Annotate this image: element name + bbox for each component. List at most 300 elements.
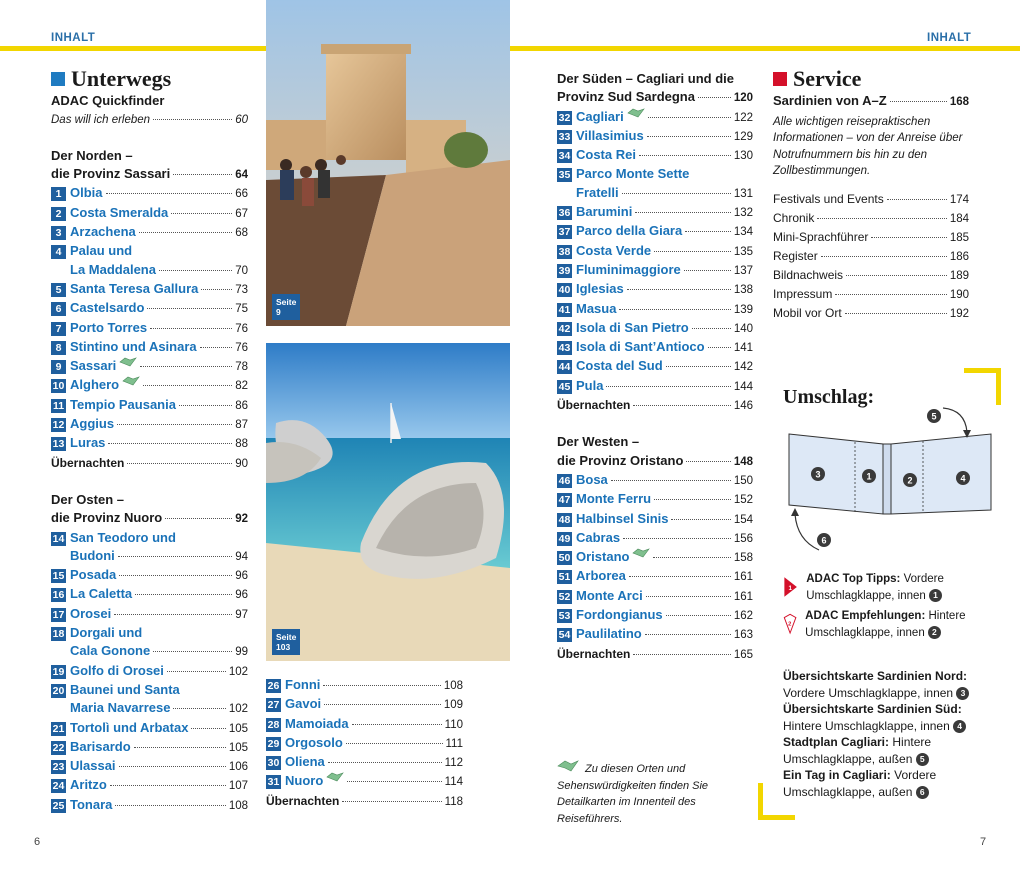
entry-name: Dorgali und <box>70 625 143 641</box>
entry-name: Monte Arci <box>576 587 643 603</box>
toc-entry[interactable] <box>557 625 753 644</box>
entry-number-badge: 39 <box>558 264 571 277</box>
entry-number-badge: 21 <box>52 722 65 735</box>
entry-number-badge: 38 <box>558 245 571 258</box>
fold-number-6: 6 <box>821 535 827 546</box>
entry-number-badge: 32 <box>558 111 571 124</box>
entry-number-badge: 41 <box>558 303 571 316</box>
entry-name: Oliena <box>285 754 325 770</box>
entry-page: 150 <box>733 474 753 487</box>
photo-beach-illustration <box>266 343 510 661</box>
entry-page: 158 <box>733 552 753 565</box>
entry-name: Stintino und Asinara <box>70 338 197 354</box>
toc-entry[interactable] <box>266 753 463 772</box>
service-az-entry[interactable]: Sardinien von A–Z 168 <box>773 93 969 109</box>
toc-entry[interactable] <box>51 396 248 415</box>
entry-name: Tonara <box>70 796 113 812</box>
toc-entry[interactable] <box>557 510 753 529</box>
entry-page: 99 <box>235 646 248 659</box>
entry-number-badge: 45 <box>558 380 571 393</box>
entry-page: 111 <box>445 737 463 750</box>
toc-entry[interactable] <box>51 280 248 299</box>
toc-entry[interactable] <box>557 108 753 127</box>
entry-page: 86 <box>235 399 248 412</box>
toc-entry[interactable] <box>557 300 753 319</box>
map-icon <box>632 548 650 558</box>
entry-number-badge: 28 <box>267 718 280 731</box>
entry-page: 138 <box>733 284 753 297</box>
entry-page: 102 <box>228 703 248 716</box>
entry-number-badge: 36 <box>558 207 571 220</box>
entry-name: Luras <box>70 435 106 451</box>
service-list <box>773 190 969 323</box>
umschlag-title: Umschlag: <box>783 386 875 408</box>
entry-number-badge: 13 <box>52 438 65 451</box>
toc-entry[interactable] <box>557 567 753 586</box>
mid-list <box>266 676 463 792</box>
entry-number-badge: 48 <box>558 513 571 526</box>
legend-top-tipps: 1 ADAC Top Tipps: Vordere Umschlagklappe, innen 1 <box>783 571 998 604</box>
map-icon <box>557 760 579 772</box>
toc-entry[interactable] <box>557 606 753 625</box>
quickfinder-entry[interactable]: Das will ich erleben 60 <box>51 113 248 126</box>
fold-number-3: 3 <box>815 469 821 480</box>
entry-page: 139 <box>733 303 753 316</box>
entry-page: 129 <box>733 130 753 143</box>
entry-name: Monte Ferru <box>576 491 652 507</box>
entry-number-badge: 12 <box>52 419 65 432</box>
toc-entry[interactable] <box>557 222 753 241</box>
entry-name: Posada <box>70 567 117 583</box>
uebernachten-osten[interactable]: Übernachten 118 <box>266 793 463 808</box>
entry-name: Gavoi <box>285 696 322 712</box>
norden-list <box>51 184 248 453</box>
toc-entry[interactable] <box>51 566 248 585</box>
entry-number-badge: 11 <box>52 399 65 412</box>
entry-number-badge: 24 <box>52 780 65 793</box>
entry-number-badge: 10 <box>52 380 65 393</box>
entry-page: 76 <box>235 341 248 354</box>
svg-text:2: 2 <box>788 621 792 628</box>
entry-name: Nuoro <box>285 773 324 789</box>
entry-name: Pula <box>576 377 604 393</box>
seite-tag-103-text: Seite 103 <box>276 632 297 652</box>
entry-name: Porto Torres <box>70 319 148 335</box>
entry-page: 106 <box>228 761 248 774</box>
entry-page: 109 <box>443 699 463 712</box>
entry-name: Costa del Sud <box>576 358 663 374</box>
uebernachten-westen[interactable]: Übernachten 165 <box>557 646 753 661</box>
service-entry[interactable]: Mini-Sprachführer 185 <box>773 229 969 244</box>
entry-number-badge: 47 <box>558 494 571 507</box>
entry-name: Arborea <box>576 568 626 584</box>
header-label-left: INHALT <box>51 32 96 44</box>
entry-page: 162 <box>733 610 753 623</box>
entry-page: 107 <box>228 780 248 793</box>
section-title-service: Service <box>773 70 969 88</box>
entry-number-badge: 40 <box>558 284 571 297</box>
header-rule-right <box>510 46 1020 51</box>
entry-name: Fluminimaggiore <box>576 261 681 277</box>
toc-entry[interactable] <box>51 223 248 242</box>
entry-name: Costa Verde <box>576 242 652 258</box>
entry-number-badge: 8 <box>51 341 66 355</box>
toc-entry[interactable] <box>51 796 248 815</box>
toc-column-1 <box>51 66 248 815</box>
toc-entry[interactable] <box>51 299 248 318</box>
entry-page: 78 <box>235 361 248 374</box>
entry-number-badge: 4 <box>51 245 66 259</box>
toc-entry[interactable] <box>557 146 753 165</box>
entry-name: Baunei und Santa <box>70 681 180 697</box>
entry-number-badge: 3 <box>51 226 66 240</box>
entry-number-badge: 2 <box>51 207 66 221</box>
entry-name: Paulilatino <box>576 626 642 642</box>
entry-name: San Teodoro und <box>70 529 176 545</box>
entry-name: Sassari <box>70 358 117 374</box>
entry-number-badge: 17 <box>52 608 65 621</box>
entry-number-badge: 9 <box>51 360 66 374</box>
toc-entry[interactable] <box>266 772 463 791</box>
toc-entry[interactable] <box>51 642 248 661</box>
entry-name: Barumini <box>576 204 633 220</box>
toc-entry[interactable] <box>557 203 753 222</box>
page-number-right: 7 <box>980 836 987 848</box>
entry-page: 130 <box>733 150 753 163</box>
entry-page: 144 <box>733 380 753 393</box>
toc-entry[interactable] <box>51 338 248 357</box>
entry-page: 142 <box>733 361 753 374</box>
entry-page: 94 <box>235 550 248 563</box>
entry-number-badge: 31 <box>267 776 280 789</box>
legend-empfehlungen: 2 ADAC Empfehlungen: Hintere Umschlagklappe, innen 2 <box>783 608 998 641</box>
entry-name: Orgosolo <box>285 734 343 750</box>
region-title-norden: Der Norden – <box>51 147 133 163</box>
toc-entry[interactable] <box>51 529 248 547</box>
entry-page: 154 <box>733 513 753 526</box>
entry-name: Golfo di Orosei <box>70 662 164 678</box>
toc-entry[interactable] <box>51 376 248 395</box>
entry-name: Isola di San Pietro <box>576 319 689 335</box>
entry-name: Iglesias <box>576 281 624 297</box>
toc-column-4 <box>773 66 969 323</box>
overview-entry: Ein Tag in Cagliari: Vordere Umschlagklappe, außen 6 <box>783 768 937 799</box>
cover-fold-diagram <box>783 400 998 560</box>
service-entry[interactable]: Bildnachweis 189 <box>773 267 969 282</box>
entry-name: Costa Smeralda <box>70 204 169 220</box>
entry-number-badge: 49 <box>558 532 571 545</box>
service-entry[interactable]: Register 186 <box>773 248 969 263</box>
region-title-westen: Der Westen – <box>557 434 640 450</box>
toc-entry[interactable] <box>557 490 753 509</box>
entry-page: 141 <box>733 342 753 355</box>
region-entry-osten[interactable]: die Provinz Nuoro 92 <box>51 510 248 526</box>
toc-entry[interactable] <box>557 529 753 548</box>
entry-number-badge: 53 <box>558 610 571 623</box>
entry-name: Tempio Pausania <box>70 396 176 412</box>
toc-entry[interactable] <box>51 699 248 718</box>
entry-name: Olbia <box>70 185 103 201</box>
entry-page: 96 <box>235 570 248 583</box>
fold-number-1: 1 <box>866 471 872 482</box>
toc-entry[interactable] <box>266 695 463 714</box>
num-badge: 5 <box>916 753 929 766</box>
uebernachten-norden[interactable]: Übernachten 90 <box>51 455 248 470</box>
entry-number-badge: 23 <box>52 761 65 774</box>
entry-name: Fonni <box>285 677 321 692</box>
toc-entry[interactable] <box>51 776 248 795</box>
photo-cagliari-bastion <box>266 0 510 326</box>
red-square-icon <box>773 72 787 86</box>
fold-number-4: 4 <box>960 473 966 484</box>
entry-name: Cala Gonone <box>70 643 151 659</box>
entry-page: 135 <box>733 245 753 258</box>
header-label-right: INHALT <box>927 32 972 44</box>
toc-entry[interactable] <box>51 319 248 338</box>
entry-page: 82 <box>235 380 248 393</box>
entry-name: Arzachena <box>70 224 136 240</box>
section-title-unterwegs: Unterwegs <box>51 70 248 88</box>
toc-entry[interactable] <box>51 261 248 280</box>
entry-page: 131 <box>733 187 753 200</box>
entry-page: 122 <box>733 111 753 124</box>
entry-page: 132 <box>733 207 753 220</box>
entry-page: 102 <box>228 665 248 678</box>
entry-name: Cagliari <box>576 108 624 124</box>
fold-number-5: 5 <box>931 411 937 422</box>
service-entry[interactable]: Impressum 190 <box>773 286 969 301</box>
entry-name: Santa Teresa Gallura <box>70 280 199 296</box>
toc-entry[interactable] <box>51 242 248 260</box>
toc-entry[interactable] <box>557 184 753 203</box>
region-title-osten: Der Osten – <box>51 491 124 507</box>
entry-name: Ulassai <box>70 758 116 774</box>
entry-name: Fordongianus <box>576 607 663 623</box>
entry-name: Fratelli <box>576 184 619 200</box>
toc-entry[interactable] <box>557 471 753 490</box>
overview-maps <box>783 668 983 800</box>
region-title-sueden: Der Süden – Cagliari und die <box>557 71 734 86</box>
entry-number-badge: 29 <box>267 737 280 750</box>
entry-page: 66 <box>235 188 248 201</box>
num-badge: 6 <box>916 786 929 799</box>
toc-entry[interactable] <box>51 605 248 624</box>
entry-name: Isola di Sant’Antioco <box>576 339 705 355</box>
entry-name: Oristano <box>576 549 630 565</box>
toc-entry[interactable] <box>557 242 753 261</box>
page-number-left: 6 <box>34 836 41 848</box>
entry-name: Cabras <box>576 529 621 545</box>
toc-entry[interactable] <box>557 338 753 357</box>
entry-number-badge: 25 <box>52 799 65 812</box>
entry-name: Halbinsel Sinis <box>576 510 669 526</box>
toc-entry[interactable] <box>51 415 248 434</box>
entry-name: Parco Monte Sette <box>576 166 690 182</box>
entry-number-badge: 6 <box>51 302 66 316</box>
entry-number-badge: 5 <box>51 283 66 297</box>
entry-name: La Maddalena <box>70 261 156 277</box>
entry-name: Masua <box>576 300 617 316</box>
map-icon <box>627 108 645 118</box>
num-badge-2: 2 <box>928 626 941 639</box>
entry-page: 96 <box>235 589 248 602</box>
entry-number-badge: 43 <box>558 342 571 355</box>
service-entry[interactable]: Chronik 184 <box>773 210 969 225</box>
entry-name: Orosei <box>70 605 112 621</box>
entry-number-badge: 22 <box>52 741 65 754</box>
entry-name: Palau und <box>70 243 133 259</box>
toc-entry[interactable] <box>51 547 248 566</box>
entry-number-badge: 16 <box>52 589 65 602</box>
num-badge-1: 1 <box>929 589 942 602</box>
entry-page: 105 <box>228 722 248 735</box>
entry-page: 163 <box>733 629 753 642</box>
entry-number-badge: 46 <box>558 474 571 487</box>
entry-page: 114 <box>444 776 463 789</box>
entry-page: 161 <box>733 590 753 603</box>
entry-page: 152 <box>733 494 753 507</box>
entry-name: Aggius <box>70 416 115 432</box>
toc-column-2 <box>266 676 463 811</box>
entry-number-badge: 27 <box>267 699 280 712</box>
entry-page: 156 <box>733 532 753 545</box>
entry-number-badge: 42 <box>558 322 571 335</box>
entry-name: Villasimius <box>576 127 644 143</box>
entry-page: 87 <box>235 419 248 432</box>
toc-entry[interactable] <box>557 319 753 338</box>
entry-number-badge: 20 <box>52 684 65 697</box>
fold-number-2: 2 <box>907 475 913 486</box>
toc-entry[interactable] <box>266 715 463 734</box>
toc-entry[interactable] <box>557 261 753 280</box>
entry-name: Tortolì und Arbatax <box>70 719 189 735</box>
toc-entry[interactable] <box>51 662 248 681</box>
entry-number-badge: 14 <box>52 532 65 545</box>
entry-number-badge: 7 <box>51 322 66 336</box>
map-icon <box>326 772 344 782</box>
entry-number-badge: 34 <box>558 150 571 163</box>
toc-entry[interactable] <box>51 681 248 699</box>
entry-page: 97 <box>235 608 248 621</box>
entry-name: Budoni <box>70 547 115 563</box>
toc-entry[interactable] <box>51 738 248 757</box>
entry-name: Parco della Giara <box>576 223 683 239</box>
entry-page: 67 <box>235 207 248 220</box>
entry-page: 73 <box>235 283 248 296</box>
map-icon <box>119 357 137 367</box>
region-entry-westen[interactable]: die Provinz Oristano 148 <box>557 452 753 468</box>
toc-entry[interactable] <box>51 184 248 203</box>
entry-name: Maria Navarrese <box>70 700 171 716</box>
uebernachten-sueden[interactable]: Übernachten 146 <box>557 398 753 413</box>
entry-name: Castelsardo <box>70 300 145 316</box>
map-icon <box>122 376 140 386</box>
toc-entry[interactable] <box>51 757 248 776</box>
entry-page: 161 <box>733 571 753 584</box>
entry-page: 75 <box>235 303 248 316</box>
photo-bastion-illustration <box>266 0 510 326</box>
top-tipp-icon <box>783 571 798 603</box>
entry-name: Costa Rei <box>576 147 636 163</box>
entry-number-badge: 52 <box>558 590 571 603</box>
service-az-description: Alle wichtigen reisepraktischen Informationen – von der Anreise über Notrufnummern bis hin zu den Zollbestimmungen. <box>773 115 963 178</box>
toc-entry[interactable] <box>557 280 753 299</box>
toc-entry[interactable] <box>51 719 248 738</box>
entry-number-badge: 15 <box>52 570 65 583</box>
num-badge: 3 <box>956 687 969 700</box>
toc-entry[interactable] <box>51 434 248 453</box>
entry-page: 112 <box>444 757 463 770</box>
entry-number-badge: 37 <box>558 226 571 239</box>
region-entry-sueden[interactable]: Provinz Sud Sardegna 120 <box>557 89 753 105</box>
toc-entry[interactable] <box>51 357 248 376</box>
toc-entry[interactable] <box>51 204 248 223</box>
entry-name: La Caletta <box>70 586 133 602</box>
toc-entry[interactable] <box>51 624 248 642</box>
entry-page: 137 <box>733 264 753 277</box>
entry-number-badge: 44 <box>558 361 571 374</box>
blue-square-icon <box>51 72 65 86</box>
toc-entry[interactable] <box>557 357 753 376</box>
region-entry-norden[interactable]: die Provinz Sassari 64 <box>51 166 248 182</box>
entry-page: 70 <box>235 264 248 277</box>
quickfinder-title: ADAC Quickfinder <box>51 93 165 109</box>
entry-number-badge: 50 <box>558 552 571 565</box>
entry-name: Barisardo <box>70 738 131 754</box>
westen-list <box>557 471 753 645</box>
sueden-list <box>557 108 753 396</box>
entry-page: 105 <box>228 741 248 754</box>
entry-page: 108 <box>228 799 248 812</box>
entry-name: Bosa <box>576 471 608 487</box>
osten-list <box>51 529 248 815</box>
overview-entry: Übersichtskarte Sardinien Nord: Vordere Umschlagklappe, innen 3 <box>783 668 983 701</box>
photo-cala-beach <box>266 343 510 661</box>
entry-page: 76 <box>235 322 248 335</box>
svg-text:1: 1 <box>788 584 793 592</box>
seite-tag-103 <box>272 629 300 655</box>
toc-entry[interactable] <box>557 165 753 183</box>
entry-page: 88 <box>235 438 248 451</box>
seite-tag-9 <box>272 294 300 320</box>
entry-number-badge: 33 <box>558 130 571 143</box>
toc-entry[interactable] <box>266 734 463 753</box>
header-rule-left <box>0 46 266 51</box>
num-badge: 4 <box>953 720 966 733</box>
map-footnote: Zu diesen Orten und Sehenswürdigkeiten finden Sie Detailkarten im Innenteil des Reiseführers. <box>557 760 742 827</box>
entry-page: 140 <box>733 322 753 335</box>
entry-number-badge: 1 <box>51 187 66 201</box>
toc-entry[interactable] <box>557 548 753 567</box>
overview-entry: Übersichtskarte Sardinien Süd: Hintere Umschlagklappe, innen 4 <box>783 701 983 734</box>
entry-page: 68 <box>235 227 248 240</box>
toc-entry[interactable] <box>266 676 463 695</box>
service-entry[interactable]: Festivals und Events 174 <box>773 191 969 206</box>
service-entry[interactable]: Mobil vor Ort 192 <box>773 305 969 320</box>
entry-number-badge: 51 <box>558 571 571 584</box>
toc-entry[interactable] <box>557 377 753 396</box>
toc-entry[interactable] <box>557 587 753 606</box>
toc-entry[interactable] <box>51 585 248 604</box>
entry-number-badge: 19 <box>52 665 65 678</box>
entry-name: Aritzo <box>70 777 107 793</box>
entry-name: Mamoiada <box>285 715 349 731</box>
entry-number-badge: 35 <box>558 169 571 182</box>
toc-entry[interactable] <box>557 127 753 146</box>
toc-column-3 <box>557 70 753 664</box>
seite-tag-9-text: Seite 9 <box>276 297 297 317</box>
overview-entry: Stadtplan Cagliari: Hintere Umschlagklappe, außen 5 <box>783 735 932 766</box>
